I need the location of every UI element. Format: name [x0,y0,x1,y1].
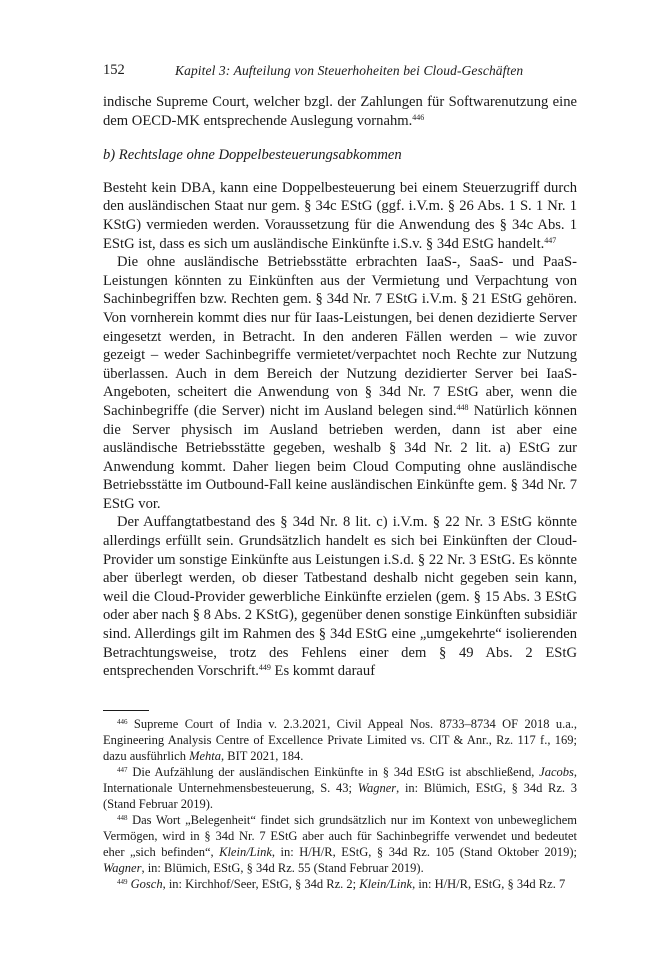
footnote-number: 447 [117,766,128,774]
footnote: $^{448}$ Das Wort „Belegenheit“ findet sich grundsätzlich nur im Kontext von unbeweglichem Vermögen, wird in § 34d Nr. 7 EStG aber auch für Sachinbegriffe verwendet und bedeutet eher „sich befinden“, Klein/Link, in: H/H/R, EStG, § 34d Rz. 105 (Stand Oktober 2019); Wagner, in: Blümich, EStG, § 34d Rz. 55 (Stand Februar 2019). [103,813,577,875]
footnote-separator [103,710,149,711]
footnotes [103,716,577,892]
paragraph: Die ohne ausländische Betriebsstätte erbrachten IaaS-, SaaS- und PaaS-Leistungen könnten zu Einkünften aus der Vermietung und Verpachtung von Sachinbegriffen bzw. Rechten gem. § 34d Nr. 7 EStG i.V.m. § 21 EStG gehören. Von vornherein kommt dies nur für Iaas-Leistungen, bei denen dezidierte Server eingesetzt werden, in Betracht. In den anderen Fällen werden – wie zuvor gezeigt – weder Sachinbegriffe vermietet/verpachtet noch Rechte zur Nutzung überlassen. Auch in dem Bereich der Nutzung dezidierter Server bei IaaS-Angeboten, scheitert die Anwendung von § 34d Nr. 7 EStG aber, wenn die Sachinbegriffe (die Server) nicht im Ausland belegen sind.$^{448}$ Natürlich können die Server physisch im Ausland betrieben werden, dann ist aber eine ausländische Betriebsstätte gegeben, weshalb § 34d Nr. 2 lit. a) EStG zur Anwendung kommt. Daher liegen beim Cloud Computing ohne ausländische Betriebsstätte im Outbound-Fall keine ausländischen Einkünfte gem. § 34d Nr. 7 EStG vor. [103,254,578,512]
footnote-ref[interactable]: 446 [412,112,425,122]
section-heading: b) Rechtslage ohne Doppelbesteuerungsabkommen [103,147,402,164]
footnote-ref[interactable]: 448 [456,402,469,412]
body-text [103,93,577,681]
footnote-number: 449 [117,878,128,886]
footnote: $^{446}$ Supreme Court of India v. 2.3.2021, Civil Appeal Nos. 8733–8734 OF 2018 u.a., Engineering Analysis Centre of Excellence Private Limited vs. CIT & Anr., Rz. 117 f., 169; dazu ausführlich Mehta, BIT 2021, 184. [103,717,577,763]
footnote-number: 448 [117,814,128,822]
paragraph: Besteht kein DBA, kann eine Doppelbesteuerung bei einem Steuerzugriff durch den ausländischen Staat nur gem. § 34c EStG (ggf. i.V.m. § 26 Abs. 1 S. 1 Nr. 1 KStG) vermieden werden. Voraussetzung für die Anwendung des § 34c Abs. 1 EStG ist, dass es sich um ausländische Einkünfte i.S.v. § 34d EStG handelt.$^{447}$ [103,179,577,252]
page-header [103,62,577,82]
running-head: Kapitel 3: Aufteilung von Steuerhoheiten bei Cloud-Geschäften [175,63,524,78]
footnote-ref[interactable]: 449 [258,663,271,673]
footnote-number: 446 [117,718,128,726]
footnote: $^{447}$ Die Aufzählung der ausländischen Einkünfte in § 34d EStG ist abschließend, Jacobs, Internationale Unternehmensbesteuerung, S. 43; Wagner, in: Blümich, EStG, § 34d Rz. 3 (Stand Februar 2019). [103,765,577,811]
footnote-ref[interactable]: 447 [544,235,557,245]
page-number: 152 [103,62,125,78]
paragraph: indische Supreme Court, welcher bzgl. der Zahlungen für Softwarenutzung eine dem OECD-MK entsprechende Auslegung vornahm.$^{446}$ [103,94,577,129]
footnote: $^{449}$ Gosch, in: Kirchhof/Seer, EStG, § 34d Rz. 2; Klein/Link, in: H/H/R, EStG, § 34d Rz. 7 [117,877,566,891]
paragraph: Der Auffangtatbestand des § 34d Nr. 8 lit. c) i.V.m. § 22 Nr. 3 EStG könnte allerdings erfüllt sein. Grundsätzlich handelt es sich bei Einkünften der Cloud-Provider um sonstige Einkünfte aus Leistungen i.S.d. § 22 Nr. 3 EStG. Es könnte aber überlegt werden, ob dieser Tatbestand deshalb nicht gegeben sein kann, weil die Cloud-Provider gewerbliche Einkünfte erzielen (gem. § 15 Abs. 3 EStG oder aber nach § 8 Abs. 2 KStG), gegenüber denen sonstige Einkünften subsidiär sind. Allerdings gilt im Rahmen des § 34d EStG eine „umgekehrte“ isolierenden Betrachtungsweise, trotz des Fehlens einer dem § 49 Abs. 2 EStG entsprechenden Vorschrift.$^{449}$ Es kommt darauf [103,514,577,680]
